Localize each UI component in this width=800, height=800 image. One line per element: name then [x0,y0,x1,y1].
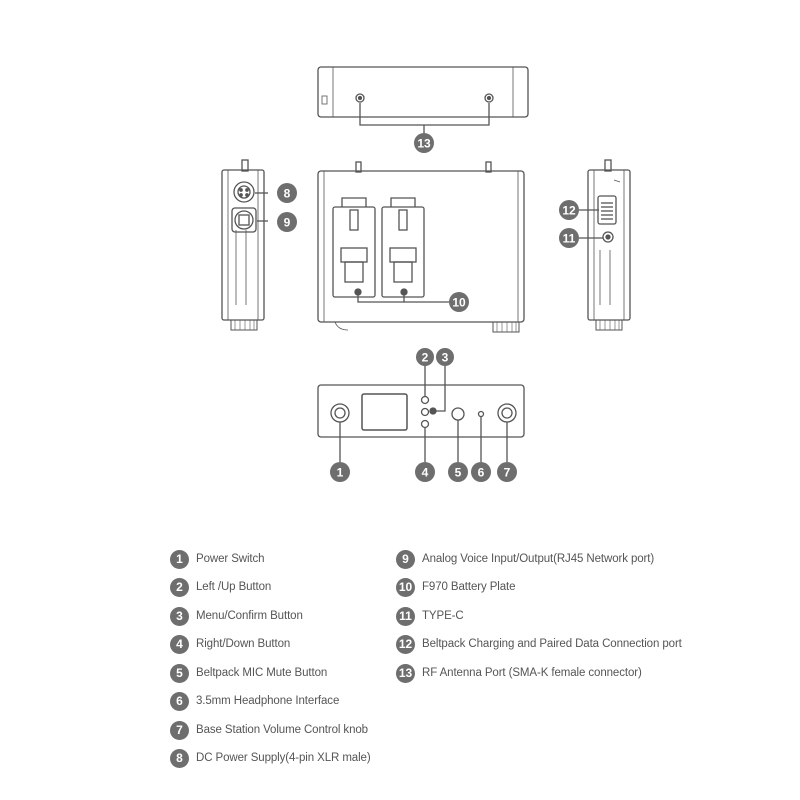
battery-plate-left [333,198,375,297]
callout-3 [436,348,454,366]
legend-label: F970 Battery Plate [422,581,516,593]
legend-item-10 [396,577,515,597]
legend-label: TYPE-C [422,610,464,622]
volume-knob [498,404,516,422]
right-side-view [579,160,630,330]
legend-number: 1 [170,550,189,569]
svg-text:12: 12 [562,203,576,218]
legend-item-3 [170,606,303,626]
left-side-view [222,160,268,330]
menu-confirm-button [422,409,429,416]
legend-item-5 [170,663,327,683]
svg-text:11: 11 [562,231,576,246]
mic-mute-button [452,408,464,420]
legend-item-7 [170,720,368,740]
legend-number: 12 [396,635,415,654]
svg-text:4: 4 [421,465,429,480]
legend-label: Analog Voice Input/Output(RJ45 Network port) [422,553,655,565]
headphone-jack [479,412,484,417]
callout-2 [416,348,434,366]
legend-label: 3.5mm Headphone Interface [196,695,340,707]
battery-plate-right [382,198,424,297]
legend-item-13 [396,663,642,683]
callout-13 [414,133,434,153]
callout-9 [277,212,297,232]
front-view [318,365,524,462]
svg-text:9: 9 [283,215,291,230]
svg-text:6: 6 [477,465,485,480]
svg-text:3: 3 [441,350,449,365]
legend-item-4 [170,634,290,654]
legend-number: 8 [170,749,189,768]
svg-text:13: 13 [417,136,431,151]
legend-number: 5 [170,664,189,683]
legend-item-1 [170,549,264,569]
right-down-button [422,421,429,428]
callout-12 [559,200,579,220]
svg-text:1: 1 [336,465,344,480]
legend-label: Menu/Confirm Button [196,610,303,622]
svg-text:10: 10 [452,295,466,310]
svg-text:7: 7 [503,465,511,480]
callout-8 [277,183,297,203]
xlr-dc-power-port [234,182,254,202]
charging-connector [598,196,616,224]
legend-label: Beltpack Charging and Paired Data Connection port [422,638,682,650]
legend-label: RF Antenna Port (SMA-K female connector) [422,667,642,679]
legend-number: 10 [396,578,415,597]
callout-7 [497,462,517,482]
top-view [318,67,528,134]
legend-number: 9 [396,550,415,569]
legend-number: 4 [170,635,189,654]
power-switch [331,404,349,422]
legend-label: Power Switch [196,553,265,565]
callout-10 [449,292,469,312]
legend-label: DC Power Supply(4-pin XLR male) [196,752,371,764]
legend-label: Beltpack MIC Mute Button [196,667,328,679]
legend-label: Left /Up Button [196,581,272,593]
legend-item-2 [170,577,271,597]
legend-item-12 [396,634,682,654]
legend-item-9 [396,549,654,569]
display-screen [362,394,407,430]
callout-6 [471,462,491,482]
legend-number: 11 [396,607,415,626]
callout-1 [330,462,350,482]
callout-4 [415,462,435,482]
callout-5 [448,462,468,482]
legend-number: 2 [170,578,189,597]
legend-number: 3 [170,607,189,626]
legend-number: 6 [170,692,189,711]
legend-label: Right/Down Button [196,638,291,650]
callout-11 [559,228,579,248]
legend-label: Base Station Volume Control knob [196,724,368,736]
left-up-button [422,397,429,404]
legend-item-8 [170,748,371,768]
back-view [318,162,524,332]
svg-text:2: 2 [421,350,429,365]
svg-text:8: 8 [283,186,291,201]
legend-number: 13 [396,664,415,683]
legend-number: 7 [170,721,189,740]
legend-item-6 [170,691,339,711]
legend-item-11 [396,606,464,626]
svg-text:5: 5 [454,465,462,480]
